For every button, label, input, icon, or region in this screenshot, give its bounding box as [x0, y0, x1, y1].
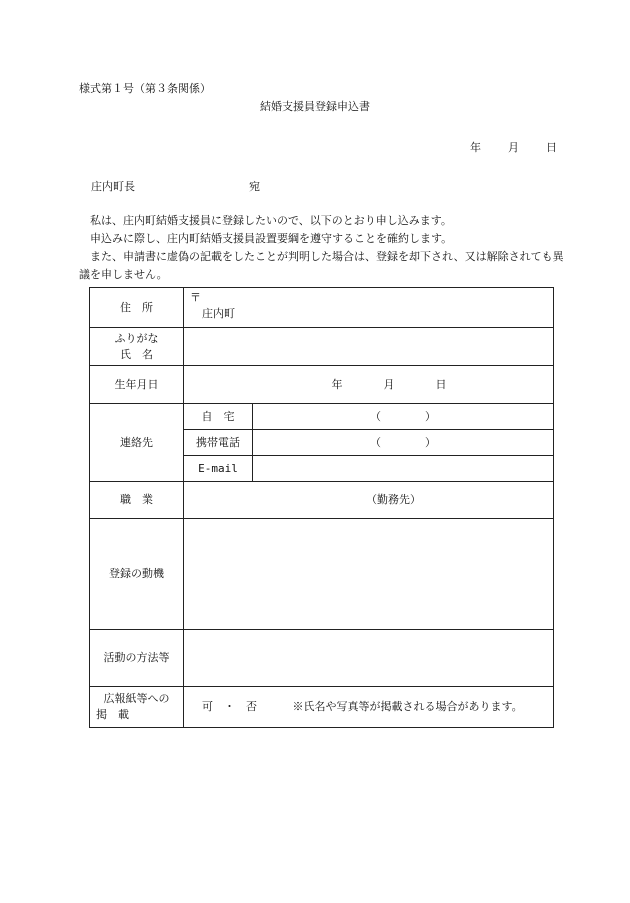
declaration-paragraph: また、申請書に虚偽の記載をしたことが判明した場合は、登録を却下され、又は解除されても異議を申しません。 [79, 250, 564, 281]
birthdate-label: 生年月日 [114, 377, 159, 391]
birthdate-row [90, 366, 554, 404]
activity-label-cell [90, 630, 184, 687]
motivation-label: 登録の動機 [109, 567, 164, 580]
name-field[interactable] [184, 328, 554, 366]
contact-label: 連絡先 [120, 435, 153, 449]
birth-day-unit: 日 [435, 377, 447, 391]
addressee-name: 庄内町長 [91, 180, 135, 193]
declaration-paragraph: 申込みに際し、庄内町結婚支援員設置要綱を遵守することを確約します。 [90, 232, 453, 245]
occupation-label: 職 業 [120, 493, 153, 506]
addressee-suffix: 宛 [249, 180, 260, 193]
contact-home-row [90, 404, 554, 430]
address-town: 庄内町 [202, 307, 235, 320]
publicity-options[interactable]: 可 ・ 否 [202, 700, 257, 713]
activity-label: 活動の方法等 [103, 651, 170, 664]
home-phone-label: 自 宅 [201, 409, 235, 423]
date-line [470, 139, 557, 155]
birth-month-unit: 月 [383, 377, 395, 391]
motivation-field[interactable] [184, 519, 554, 630]
date-day: 日 [546, 141, 557, 154]
address-field[interactable] [184, 288, 554, 328]
name-row [90, 328, 554, 366]
contact-label-cell [90, 404, 184, 482]
publicity-label-line2: 掲 載 [96, 708, 129, 721]
publicity-note: ※氏名や写真等が掲載される場合があります。 [292, 700, 523, 713]
mobile-phone-field[interactable] [253, 430, 554, 456]
furigana-label: ふりがな [114, 331, 159, 345]
email-field[interactable] [253, 456, 554, 482]
mobile-phone-label-cell [184, 430, 253, 456]
date-year: 年 [470, 141, 481, 154]
name-label: 氏 名 [120, 347, 153, 361]
publicity-field [184, 687, 554, 728]
workplace-label: （勤務先） [366, 493, 421, 506]
home-phone-value: （ ） [370, 409, 436, 423]
address-label-cell [90, 288, 184, 328]
home-phone-field[interactable] [253, 404, 554, 430]
mobile-phone-label: 携帯電話 [196, 435, 240, 449]
date-month: 月 [508, 141, 519, 154]
declaration-text [79, 212, 567, 284]
address-label: 住 所 [120, 300, 153, 314]
occupation-row [90, 482, 554, 519]
publicity-label-line1: 広報紙等への [103, 692, 170, 705]
document-title: 結婚支援員登録申込書 [260, 100, 370, 113]
name-label-cell [90, 328, 184, 366]
publicity-row [90, 687, 554, 728]
postal-mark: 〒 [190, 291, 201, 304]
address-row [90, 288, 554, 328]
occupation-field[interactable] [184, 482, 554, 519]
activity-field[interactable] [184, 630, 554, 687]
activity-row [90, 630, 554, 687]
birthdate-field[interactable] [184, 366, 554, 404]
email-label: E-mail [198, 461, 238, 475]
birth-year-unit: 年 [331, 377, 343, 391]
motivation-row [90, 519, 554, 630]
form-number: 様式第１号（第３条関係） [79, 82, 211, 95]
publicity-label-cell [90, 687, 184, 728]
occupation-label-cell [90, 482, 184, 519]
mobile-phone-value: （ ） [370, 435, 436, 449]
motivation-label-cell [90, 519, 184, 630]
declaration-paragraph: 私は、庄内町結婚支援員に登録したいので、以下のとおり申し込みます。 [90, 214, 452, 227]
home-phone-label-cell [184, 404, 253, 430]
application-form-table [89, 287, 554, 728]
email-label-cell [184, 456, 253, 482]
birthdate-label-cell [90, 366, 184, 404]
